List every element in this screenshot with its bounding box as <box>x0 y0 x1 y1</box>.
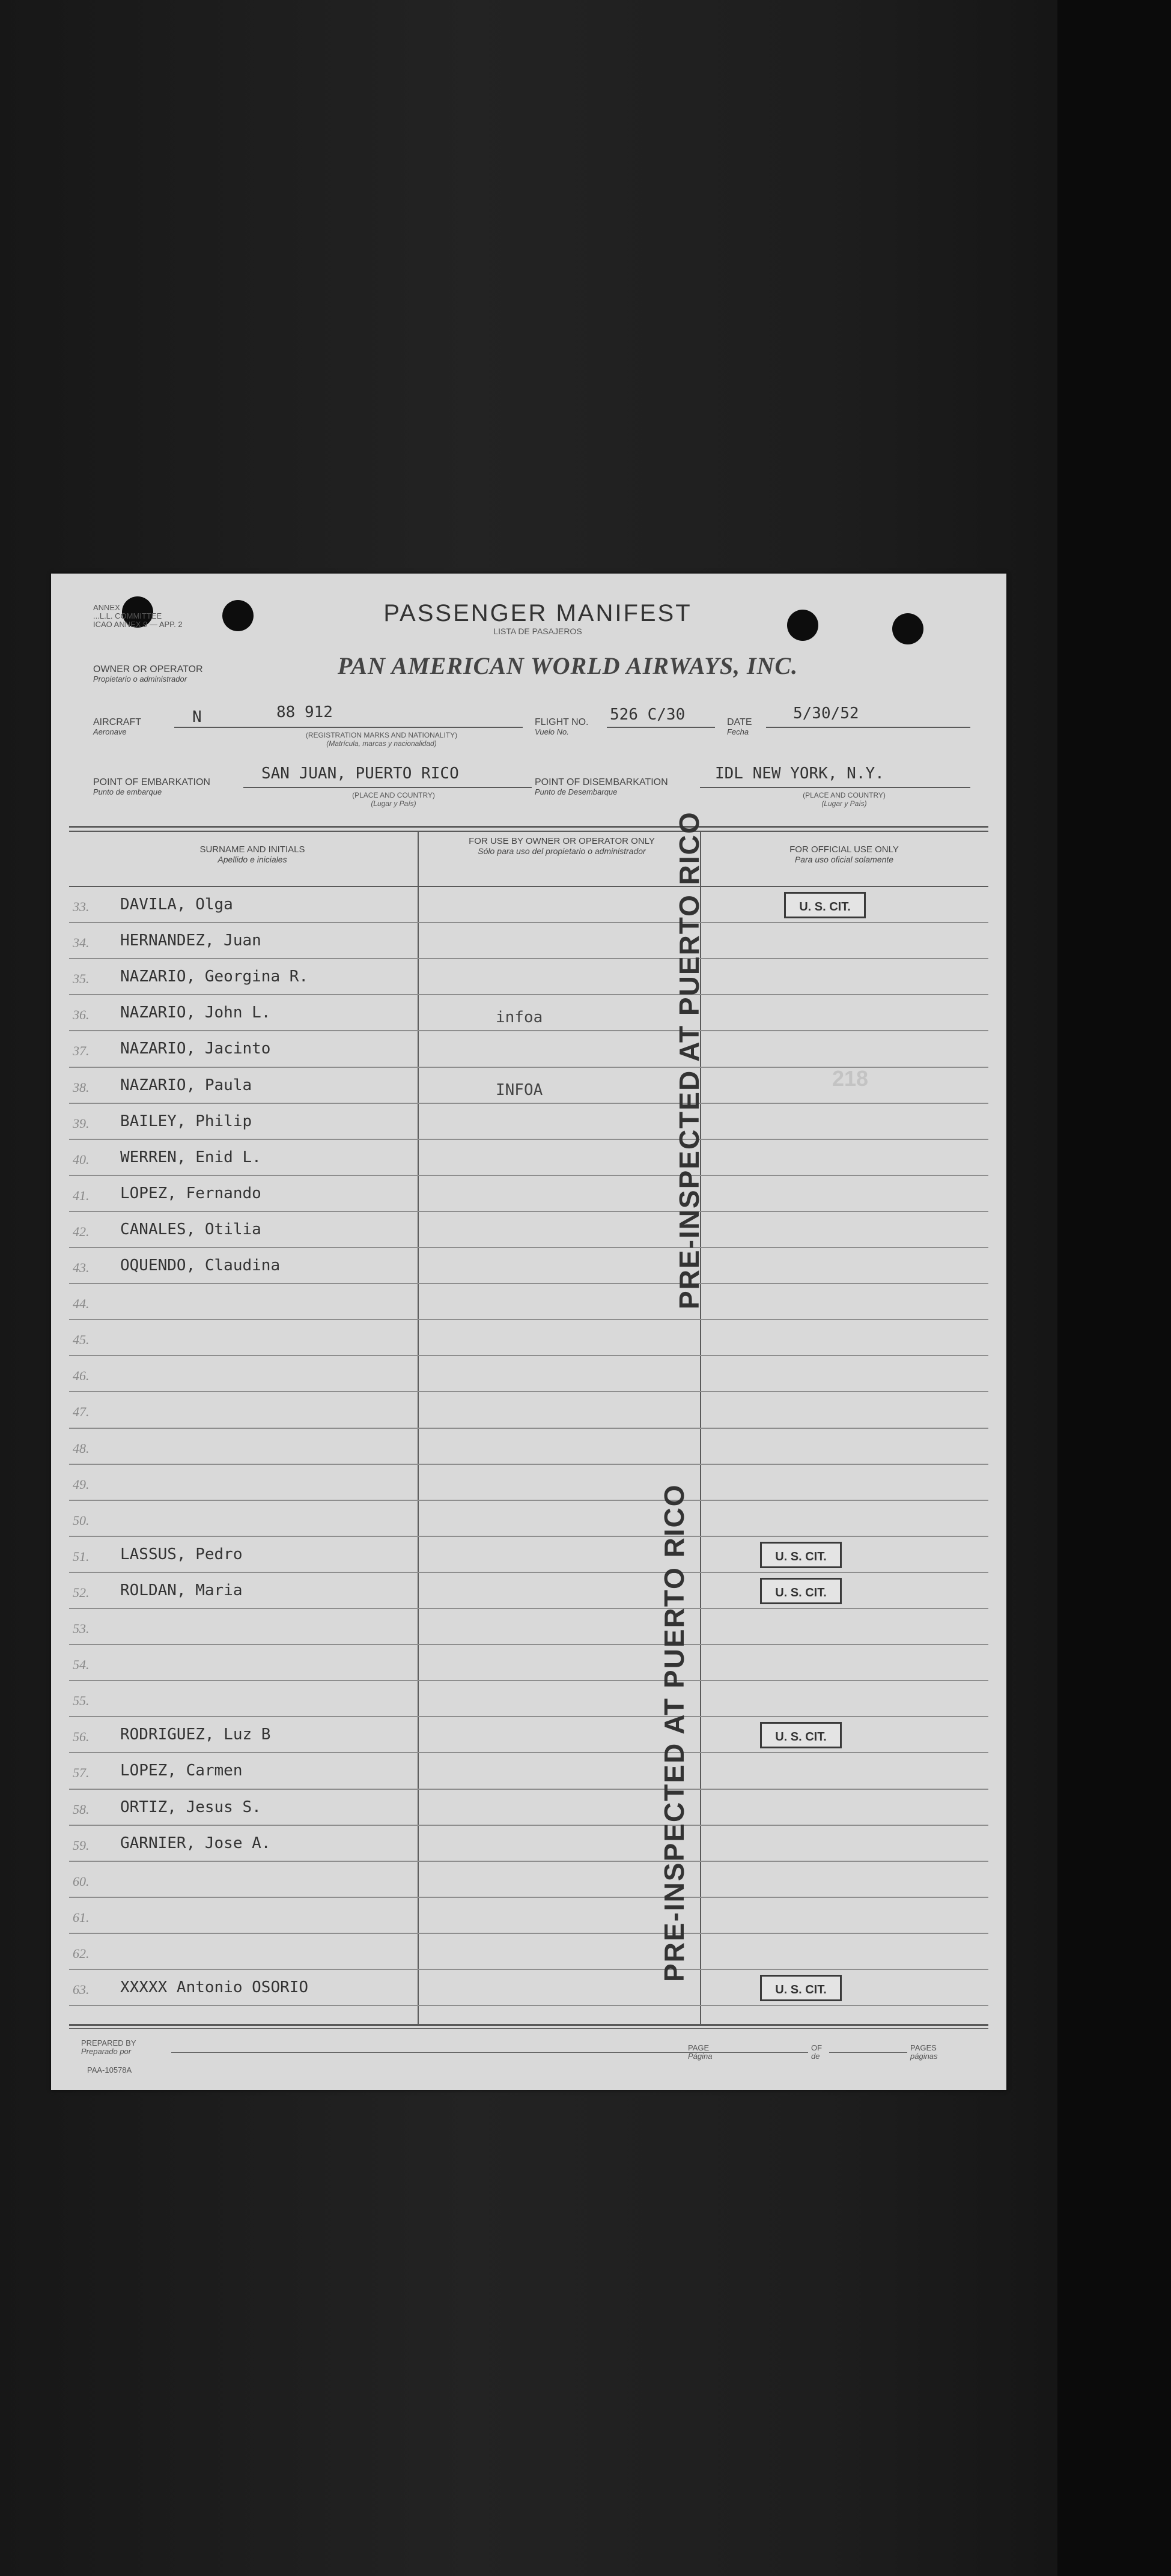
citizenship-stamp: U. S. CIT. <box>760 1578 842 1604</box>
flight-label: FLIGHT NO. Vuelo No. <box>535 717 589 736</box>
row-divider <box>69 2005 988 2006</box>
column-header-official: FOR OFFICIAL USE ONLY Para uso oficial solamente <box>789 844 899 864</box>
owner-label: OWNER OR OPERATOR Propietario o administrador <box>93 664 203 683</box>
row-divider <box>69 1536 988 1537</box>
preinspected-stamp-bottom: PRE-INSPECTED AT PUERTO RICO <box>658 1483 690 1982</box>
aircraft-value: 88 912 <box>276 703 333 721</box>
column-header-owner: FOR USE BY OWNER OR OPERATOR ONLY Sólo para uso del propietario o administrador <box>469 836 655 856</box>
passenger-name: ORTIZ, Jesus S. <box>120 1798 261 1816</box>
row-divider <box>69 1283 988 1284</box>
row-divider <box>69 1464 988 1465</box>
owner-note: infoa <box>496 1008 543 1027</box>
row-number: 49. <box>73 1476 90 1492</box>
passenger-name: NAZARIO, John L. <box>120 1004 271 1022</box>
flight-value: 526 C/30 <box>610 706 686 724</box>
passenger-name: NAZARIO, Jacinto <box>120 1040 271 1058</box>
column-header-names: SURNAME AND INITIALS Apellido e iniciales <box>199 844 305 864</box>
row-number: 48. <box>73 1440 90 1456</box>
row-number: 50. <box>73 1512 90 1528</box>
row-number: 51. <box>73 1548 90 1564</box>
form-number: PAA-10578A <box>87 2065 132 2074</box>
row-number: 40. <box>73 1151 90 1167</box>
passenger-name: NAZARIO, Georgina R. <box>120 968 309 986</box>
passenger-name: OQUENDO, Claudina <box>120 1256 281 1274</box>
row-divider <box>69 1247 988 1248</box>
pages-label: PAGES páginas <box>910 2043 938 2061</box>
embarkation-label: POINT OF EMBARKATION Punto de embarque <box>93 777 210 796</box>
row-number: 54. <box>73 1657 90 1673</box>
row-number: 37. <box>73 1043 90 1059</box>
passenger-name: DAVILA, Olga <box>120 896 233 914</box>
row-number: 35. <box>73 971 90 987</box>
of-label: OF de <box>811 2043 823 2061</box>
row-number: 60. <box>73 1873 90 1889</box>
row-divider <box>69 1752 988 1753</box>
manifest-sheet <box>51 574 1006 2090</box>
passenger-name: LOPEZ, Carmen <box>120 1762 243 1780</box>
row-divider <box>69 1319 988 1320</box>
row-number: 63. <box>73 1982 90 1997</box>
row-number: 36. <box>73 1007 90 1023</box>
row-divider <box>69 1680 988 1681</box>
row-divider <box>69 1175 988 1176</box>
row-divider <box>69 1825 988 1826</box>
passenger-name: BAILEY, Philip <box>120 1112 252 1130</box>
row-divider <box>69 1933 988 1934</box>
citizenship-stamp: U. S. CIT. <box>760 1975 842 2001</box>
row-number: 47. <box>73 1404 90 1420</box>
row-number: 44. <box>73 1296 90 1312</box>
citizenship-stamp: U. S. CIT. <box>760 1722 842 1748</box>
row-number: 45. <box>73 1332 90 1348</box>
date-label: DATE Fecha <box>727 717 752 736</box>
row-divider <box>69 1391 988 1392</box>
passenger-name: WERREN, Enid L. <box>120 1148 261 1166</box>
row-number: 43. <box>73 1260 90 1275</box>
row-divider <box>69 1608 988 1609</box>
embarkation-value: SAN JUAN, PUERTO RICO <box>261 765 459 783</box>
row-number: 57. <box>73 1765 90 1781</box>
preinspected-stamp-top: PRE-INSPECTED AT PUERTO RICO <box>674 811 705 1309</box>
row-divider <box>69 1969 988 1970</box>
row-number: 52. <box>73 1584 90 1600</box>
prepared-by-label: PREPARED BY Preparado por <box>81 2038 136 2056</box>
row-number: 59. <box>73 1837 90 1853</box>
aircraft-sub: (REGISTRATION MARKS AND NATIONALITY) (Matrícula, marcas y nacionalidad) <box>305 731 458 748</box>
row-number: 58. <box>73 1801 90 1817</box>
row-number: 34. <box>73 935 90 951</box>
row-divider <box>69 1139 988 1140</box>
owner-note: INFOA <box>496 1080 543 1099</box>
row-number: 56. <box>73 1729 90 1745</box>
row-number: 42. <box>73 1223 90 1239</box>
passenger-name: CANALES, Otilia <box>120 1220 261 1238</box>
embarkation-sub: (PLACE AND COUNTRY) (Lugar y País) <box>352 791 435 808</box>
disembarkation-label: POINT OF DISEMBARKATION Punto de Desembarque <box>535 777 668 796</box>
punch-hole <box>892 613 923 644</box>
passenger-name: ROLDAN, Maria <box>120 1581 243 1599</box>
row-divider <box>69 922 988 923</box>
row-divider <box>69 1500 988 1501</box>
passenger-name: XXXXX Antonio OSORIO <box>120 1978 309 1996</box>
aircraft-prefix: N <box>192 708 202 726</box>
row-divider <box>69 1789 988 1790</box>
disembarkation-value: IDL NEW YORK, N.Y. <box>715 765 884 783</box>
row-divider <box>69 1716 988 1717</box>
row-divider <box>69 994 988 995</box>
row-divider <box>69 1103 988 1104</box>
citizenship-stamp: U. S. CIT. <box>784 892 866 918</box>
row-divider <box>69 1428 988 1429</box>
disembarkation-sub: (PLACE AND COUNTRY) (Lugar y País) <box>803 791 886 808</box>
page-label: PAGE Página <box>688 2043 713 2061</box>
passenger-name: NAZARIO, Paula <box>120 1076 252 1094</box>
row-number: 33. <box>73 899 90 914</box>
form-title: PASSENGER MANIFEST <box>383 600 692 626</box>
row-number: 62. <box>73 1945 90 1961</box>
passenger-name: HERNANDEZ, Juan <box>120 932 261 950</box>
row-divider <box>69 1355 988 1356</box>
row-number: 41. <box>73 1187 90 1203</box>
row-divider <box>69 1572 988 1573</box>
row-divider <box>69 1211 988 1212</box>
form-reference: ANNEX ...L.L. COMMITTEE ICAO ANNEX 9 — APP. 2 <box>93 603 183 629</box>
citizenship-stamp: U. S. CIT. <box>760 1542 842 1568</box>
passenger-name: RODRIGUEZ, Luz B <box>120 1726 271 1744</box>
form-subtitle: LISTA DE PASAJEROS <box>493 626 582 636</box>
date-value: 5/30/52 <box>793 705 859 723</box>
row-number: 39. <box>73 1115 90 1131</box>
aircraft-label: AIRCRAFT Aeronave <box>93 717 141 736</box>
owner-value: PAN AMERICAN WORLD AIRWAYS, INC. <box>337 652 798 679</box>
punch-hole <box>222 600 254 631</box>
row-divider <box>69 1644 988 1645</box>
row-number: 53. <box>73 1621 90 1636</box>
row-number: 55. <box>73 1693 90 1709</box>
row-divider <box>69 1030 988 1031</box>
passenger-name: LOPEZ, Fernando <box>120 1184 261 1202</box>
row-number: 46. <box>73 1368 90 1384</box>
film-dark-edge <box>1057 0 1171 2576</box>
row-divider <box>69 1861 988 1862</box>
row-divider <box>69 1897 988 1898</box>
punch-hole <box>787 610 818 641</box>
passenger-name: GARNIER, Jose A. <box>120 1834 271 1852</box>
faint-stamp-number: 218 <box>832 1066 869 1091</box>
row-number: 38. <box>73 1079 90 1095</box>
row-number: 61. <box>73 1909 90 1925</box>
passenger-name: LASSUS, Pedro <box>120 1545 243 1563</box>
row-divider <box>69 958 988 959</box>
